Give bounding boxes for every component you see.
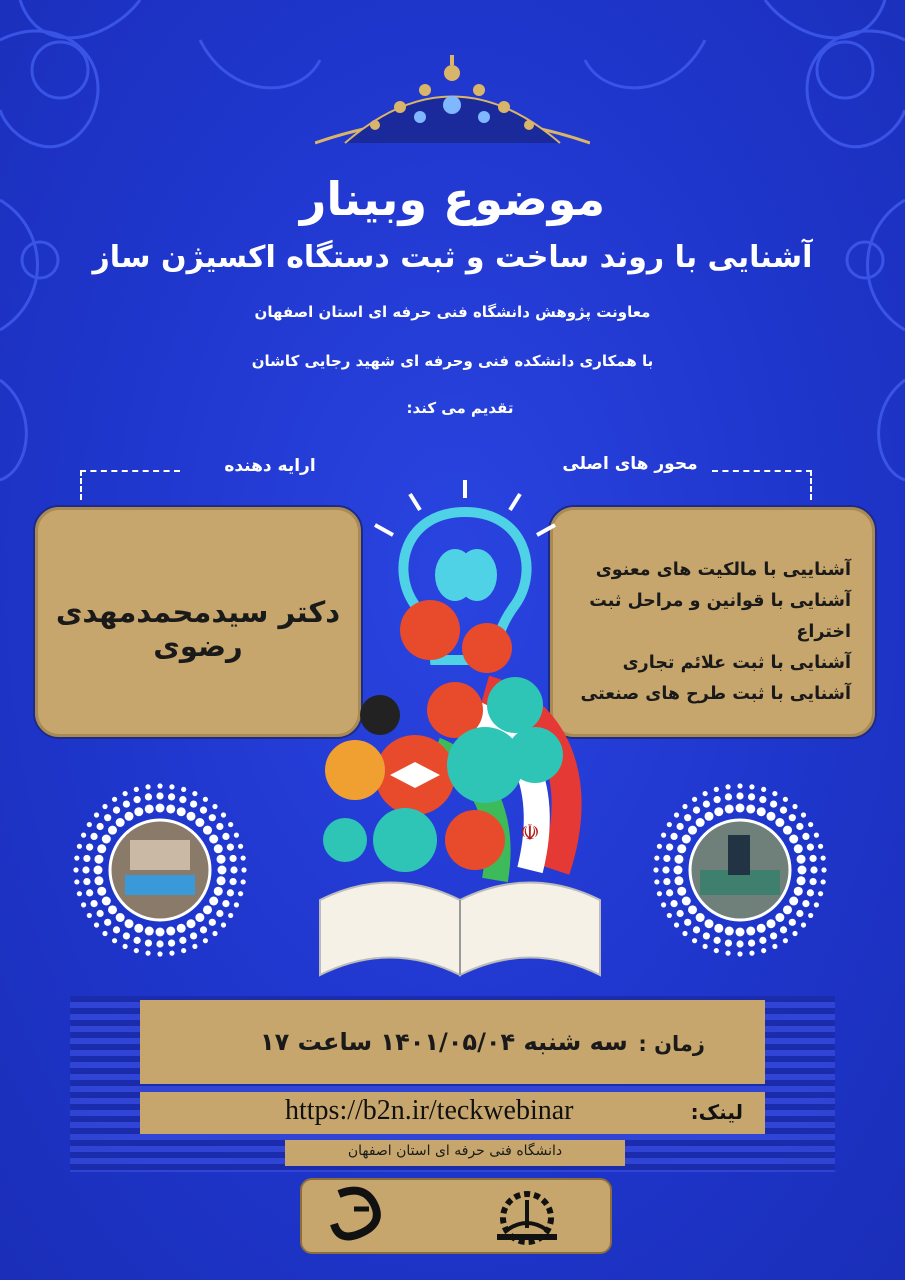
ring-dot [97,910,104,917]
ring-dot [145,784,150,789]
ring-dot [97,844,106,853]
ring-dot [792,804,797,809]
ring-dot [200,926,207,933]
ring-dot [125,812,134,821]
ring-dot [83,878,90,885]
ring-dot [807,844,814,851]
ring-dot [821,867,826,872]
ring-dot [108,826,117,835]
ring-dot [677,823,684,830]
ring-dot [725,939,732,946]
ring-dot [821,855,826,860]
photo-right-frame [650,780,830,960]
ring-dot [241,855,246,860]
ring-dot [229,855,236,862]
ring-dot [179,937,186,944]
ring-dot [696,818,705,827]
ring-dot [113,926,120,933]
ring-dot [736,804,745,813]
ring-dot [682,897,691,906]
ring-dot [809,878,816,885]
ring-dot [677,887,686,896]
ring-dot [818,844,823,849]
ring-dot [229,878,236,885]
ring-dot [692,797,697,802]
ring-dot [145,804,154,813]
ring-dot [677,910,684,917]
ring-dot [801,922,806,927]
ring-dot [145,951,150,956]
ring-dot [97,823,104,830]
ornament-icon [315,55,590,150]
ring-dot [725,804,734,813]
ring-dot [767,919,776,928]
ring-dot [169,784,174,789]
ring-dot [203,905,212,914]
ring-dot [670,900,677,907]
ring-dot [693,807,700,814]
ring-dot [212,931,217,936]
ring-dot [123,800,130,807]
ring-dot [682,835,691,844]
ring-dot [736,928,745,937]
university-panel [285,1140,625,1166]
college-logo-icon [324,1184,394,1248]
ring-dot [134,807,143,816]
ring-dot [90,833,97,840]
ring-dot [90,900,97,907]
ring-dot [770,800,777,807]
ring-dot [192,944,197,949]
ring-dot [814,902,819,907]
ring-dot [145,939,152,946]
ring-dot [714,924,723,933]
ring-dot [818,891,823,896]
ring-dot [94,812,99,817]
ring-dot [666,889,673,896]
brain-icon [435,549,497,601]
ring-dot [87,822,92,827]
ring-dot [674,866,683,875]
ring-dot [81,902,86,907]
ring-dot [145,793,152,800]
ring-dot [112,797,117,802]
ring-dot [775,818,784,827]
ring-dot [797,855,806,864]
ring-dot [102,804,107,809]
education-illustration [315,480,615,980]
ring-dot [684,814,691,821]
link-label: لینک: [690,1100,743,1124]
ring-dot [209,897,218,906]
ring-dot [134,948,139,953]
ring-dot [214,887,223,896]
ring-dot [780,926,787,933]
ring-dot [737,951,742,956]
ring-dot [192,791,197,796]
ring-dot [746,927,755,936]
ring-dot [703,932,710,939]
ring-dot [238,891,243,896]
ring-dot [203,797,208,802]
ring-dot [217,855,226,864]
ring-dot [123,944,128,949]
ring-dot [797,876,806,885]
ring-dot [688,826,697,835]
ring-dot [227,889,234,896]
ring-dot [794,844,803,853]
ring-dot [749,784,754,789]
university-logo-icon [487,1188,567,1246]
ring-dot [682,804,687,809]
ring-dot [761,787,766,792]
ring-dot [663,855,670,862]
ring-dot [670,833,677,840]
ring-dot [783,938,788,943]
ring-dot [200,807,207,814]
ring-dot [703,791,708,796]
ring-dot [746,804,755,813]
ring-dot [661,833,666,838]
ring-dot [168,939,175,946]
ring-dot [688,905,697,914]
ring-dot [156,804,165,813]
ring-dot [209,919,216,926]
ring-dot [104,814,111,821]
ring-dot [666,844,673,851]
ring-dot [157,951,162,956]
ring-dot [808,913,813,918]
ring-dot [113,807,120,814]
ring-dot [677,844,686,853]
ring-dot [798,866,807,875]
ring-dot [674,855,683,864]
organizer-line: معاونت پژوهش دانشگاه فنی حرفه ای استان اصفهان [254,303,651,321]
ring-dot [77,891,82,896]
topics-label: محور های اصلی [562,454,698,474]
ring-dot [682,931,687,936]
page-title: موضوع وبینار [299,172,606,226]
ring-dot [203,938,208,943]
ring-dot [748,939,755,946]
ring-dot [228,913,233,918]
list-item: آشنایی با ثبت طرح های صنعتی [580,684,851,704]
ring-dot [736,940,743,947]
book-icon [320,883,600,976]
ring-dot [227,844,234,851]
ring-dot [759,937,766,944]
ring-dot [217,876,226,885]
ring-dot [725,951,730,956]
time-label: زمان : [638,1032,705,1056]
ring-dot [77,844,82,849]
ring-dot [657,844,662,849]
ring-dot [780,807,787,814]
ring-dot [772,944,777,949]
ring-dot [74,879,79,884]
ring-dot [169,951,174,956]
ring-dot [221,812,226,817]
ring-dot [157,783,162,788]
ring-dot [703,944,708,949]
ring-dot [674,812,679,817]
ring-dot [809,855,816,862]
presenter-label: ارایه دهنده [224,456,316,476]
logo-panel [300,1178,612,1254]
ring-dot [195,913,204,922]
ring-dot [796,910,803,917]
ring-dot [81,833,86,838]
ring-dot [108,905,117,914]
ring-dot [203,826,212,835]
ring-dot [821,879,826,884]
ring-dot [789,897,798,906]
ring-dot [234,902,239,907]
ring-dot [238,844,243,849]
ring-dot [759,796,766,803]
ring-dot [749,951,754,956]
ring-dot [134,937,141,944]
ring-dot [195,818,204,827]
ring-dot [181,787,186,792]
ring-dot [657,891,662,896]
ring-dot [661,902,666,907]
ring-dot [102,931,107,936]
iran-emblem-icon: ☫ [520,821,540,846]
ring-dot [807,889,814,896]
ring-dot [789,835,798,844]
ring-dot [74,855,79,860]
ring-dot [156,928,165,937]
ring-dot [190,800,197,807]
ring-dot [94,876,103,885]
ring-dot [802,900,809,907]
ring-dot [674,922,679,927]
ring-dot [783,797,788,802]
presenter-card [33,505,363,739]
university-name: دانشگاه فنی حرفه ای استان اصفهان [347,1143,563,1159]
ring-dot [736,792,743,799]
ring-dot [725,793,732,800]
ring-dot [123,791,128,796]
ring-dot [796,823,803,830]
ring-dot [714,787,719,792]
ring-dot [714,807,723,816]
ring-dot [693,926,700,933]
ring-dot [190,932,197,939]
presenter-dash-vertical [80,470,82,500]
ring-dot [209,814,216,821]
ring-dot [789,814,796,821]
ring-dot [222,900,229,907]
ring-dot [125,919,134,928]
ring-dot [82,866,89,873]
ring-dot [179,796,186,803]
list-item: آشنایی با ثبت علائم تجاری [622,653,851,673]
ring-dot [703,800,710,807]
ring-dot [94,866,103,875]
topics-dash-vertical [810,470,812,500]
ring-dot [221,922,226,927]
ring-dot [216,910,223,917]
ring-dot [705,812,714,821]
link-panel [140,1092,765,1134]
ring-dot [808,822,813,827]
ring-dot [789,919,796,926]
ring-dot [116,818,125,827]
ring-dot [94,855,103,864]
ring-dot [97,887,106,896]
ring-dot [230,866,237,873]
ring-dot [662,866,669,873]
ring-dot [145,927,154,936]
ring-dot [134,796,141,803]
webinar-subtitle: آشنایی با روند ساخت و ثبت دستگاه اکسیژن ساز [92,240,813,275]
ring-dot [156,940,163,947]
ring-dot [667,822,672,827]
ring-dot [692,938,697,943]
webinar-link[interactable]: https://b2n.ir/teckwebinar [285,1095,574,1126]
ring-dot [112,938,117,943]
ring-dot [87,913,92,918]
ring-dot [757,924,766,933]
ring-dot [696,913,705,922]
ring-dot [783,826,792,835]
ring-dot [187,919,196,928]
ring-dot [757,807,766,816]
presenter-dash [80,470,180,472]
ring-dot [241,879,246,884]
topics-dash [712,470,812,472]
ring-dot [810,866,817,873]
ring-dot [104,919,111,926]
photo-left-frame [70,780,250,960]
list-item: آشنایی با قوانین و مراحل ثبت اختراع [589,591,851,642]
ring-dot [761,948,766,953]
ring-dot [168,793,175,800]
ring-dot [705,919,714,928]
ring-dot [748,793,755,800]
ring-dot [212,804,217,809]
ring-dot [684,919,691,926]
ring-dot [86,889,93,896]
ring-dot [86,844,93,851]
ring-dot [177,807,186,816]
ring-dot [654,879,659,884]
ring-dot [102,835,111,844]
ring-dot [663,878,670,885]
ring-dot [222,833,229,840]
ring-dot [767,812,776,821]
ring-dot [241,867,246,872]
ring-dot [134,924,143,933]
ring-dot [234,833,239,838]
ring-dot [714,937,721,944]
time-panel [140,1000,765,1084]
collaborator-line: با همکاری دانشکده فنی وحرفه ای شهید رجایی کاشان [251,352,654,370]
ring-dot [177,924,186,933]
ring-dot [667,913,672,918]
ring-dot [228,822,233,827]
ring-dot [674,876,683,885]
ring-dot [775,913,784,922]
ring-dot [134,787,139,792]
ring-dot [654,855,659,860]
ring-dot [814,833,819,838]
ring-dot [737,783,742,788]
ring-dot [156,792,163,799]
ring-dot [792,931,797,936]
ring-dot [801,812,806,817]
ring-dot [181,948,186,953]
ring-dot [772,791,777,796]
ring-dot [725,927,734,936]
ring-dot [218,866,227,875]
ring-dot [209,835,218,844]
ring-dot [166,804,175,813]
ring-dot [123,932,130,939]
time-value: سه شنبه ۱۴۰۱/۰۵/۰۴ ساعت ۱۷ [260,1028,628,1056]
ring-dot [794,887,803,896]
ring-dot [802,833,809,840]
ring-dot [102,897,111,906]
ring-dot [166,927,175,936]
ring-dot [725,784,730,789]
ring-dot [714,948,719,953]
ring-dot [653,867,658,872]
ring-dot [783,905,792,914]
ring-dot [83,855,90,862]
ring-dot [73,867,78,872]
ring-dot [770,932,777,939]
ring-dot [187,812,196,821]
presenter-name: دکتر سیدمحمدمهدی رضوی [55,595,341,663]
ring-dot [714,796,721,803]
ring-dot [94,922,99,927]
ring-dot [214,844,223,853]
list-item: آشناییی با مالکیت های معنوی [595,560,851,580]
ring-dot [216,823,223,830]
ring-dot [116,913,125,922]
presents-line: تقدیم می کند: [406,399,514,417]
